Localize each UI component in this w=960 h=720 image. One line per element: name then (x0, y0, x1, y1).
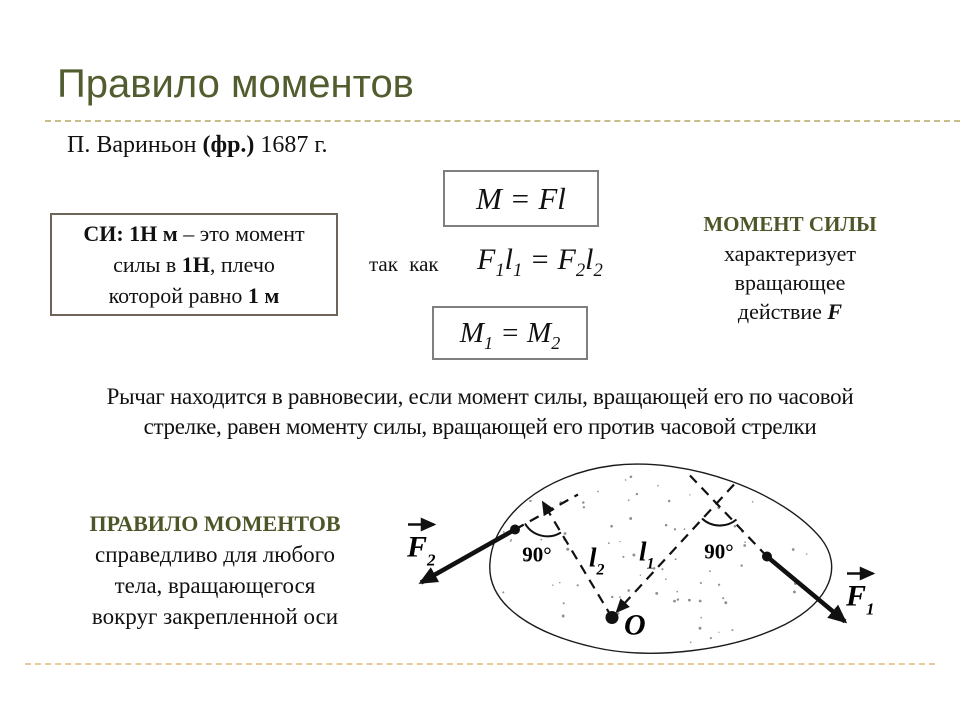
arm-l2 (543, 503, 612, 618)
force-f2-label: $F_2$ (407, 530, 436, 570)
formula-moment: M = Fl (476, 180, 566, 216)
formula-derivation (477, 243, 603, 281)
title-divider (45, 120, 960, 122)
deriv-F1: F (477, 243, 496, 276)
moment-line-1: характеризует (723, 241, 857, 266)
angle-right-label: 90° (704, 539, 734, 564)
moment-of-force-block (660, 210, 920, 326)
lever-rule-statement (30, 382, 930, 442)
statement-line-1: Рычаг находится в равновесии, если момент силы, вращающей его по часовой (106, 384, 854, 409)
force-f1-label: $F_1$ (846, 579, 875, 619)
formula-box-moment (443, 170, 599, 227)
deriv-F2: F (557, 243, 576, 276)
deriv-l1-sub: 1 (512, 260, 523, 281)
formula-equality (459, 316, 561, 353)
deriv-F2-sub: 2 (575, 260, 586, 281)
si-text-1: – это момент (177, 221, 305, 246)
author-origin: (фр.) (202, 132, 255, 158)
moment-line-2: вращающее (734, 270, 846, 295)
moment-heading: МОМЕНТ СИЛЫ (703, 212, 877, 236)
formula-box-equality (432, 306, 588, 360)
si-definition-text (83, 218, 304, 311)
concl-M2-sub: 2 (551, 332, 561, 353)
pivot-point (606, 611, 619, 624)
deriv-l2-sub: 2 (593, 260, 603, 281)
si-text-4: которой равно (108, 283, 248, 308)
deriv-eq: = (522, 243, 558, 276)
statement-line-2: стрелке, равен моменту силы, вращающей его против часовой стрелки (143, 414, 817, 439)
tak-kak-label: так как (369, 252, 439, 276)
moment-line-3-text: действие (737, 299, 828, 324)
concl-eq: = (492, 316, 528, 349)
concl-M1-sub: 1 (483, 332, 493, 353)
deriv-l1: l (504, 243, 513, 276)
f1-application-point (762, 552, 772, 562)
rule-of-moments-block (50, 508, 380, 632)
rule-line-1: справедливо для любого (94, 542, 336, 567)
si-force: 1Н (181, 252, 210, 277)
deriv-F1-sub: 1 (495, 260, 505, 281)
pivot-label: O (624, 608, 646, 642)
rule-line-3: вокруг закрепленной оси (91, 604, 339, 629)
si-arm: 1 м (247, 283, 280, 308)
si-text-3: , плечо (209, 252, 275, 277)
arm-l1-label: $l_1$ (639, 536, 655, 573)
author-line (67, 132, 328, 159)
footer-divider (25, 663, 935, 665)
deriv-l2: l (585, 243, 594, 276)
author-year: 1687 г. (254, 132, 328, 158)
author-pre: П. Вариньон (67, 132, 203, 158)
angle-left-label: 90° (522, 542, 552, 567)
rule-line-2: тела, вращающегося (114, 573, 316, 598)
page-title: Правило моментов (57, 62, 414, 106)
si-unit: СИ: 1Н м (83, 221, 178, 246)
arm-l2-label: $l_2$ (589, 542, 605, 579)
si-definition-box (50, 213, 338, 316)
si-text-2: силы в (113, 252, 182, 277)
concl-M2: M (527, 316, 552, 349)
f2-application-point (510, 525, 520, 535)
concl-M1: M (459, 316, 484, 349)
rule-heading: ПРАВИЛО МОМЕНТОВ (89, 511, 341, 536)
moment-line-3-F: F (827, 299, 843, 324)
lever-diagram (385, 452, 907, 662)
moment-line-3 (660, 297, 920, 326)
